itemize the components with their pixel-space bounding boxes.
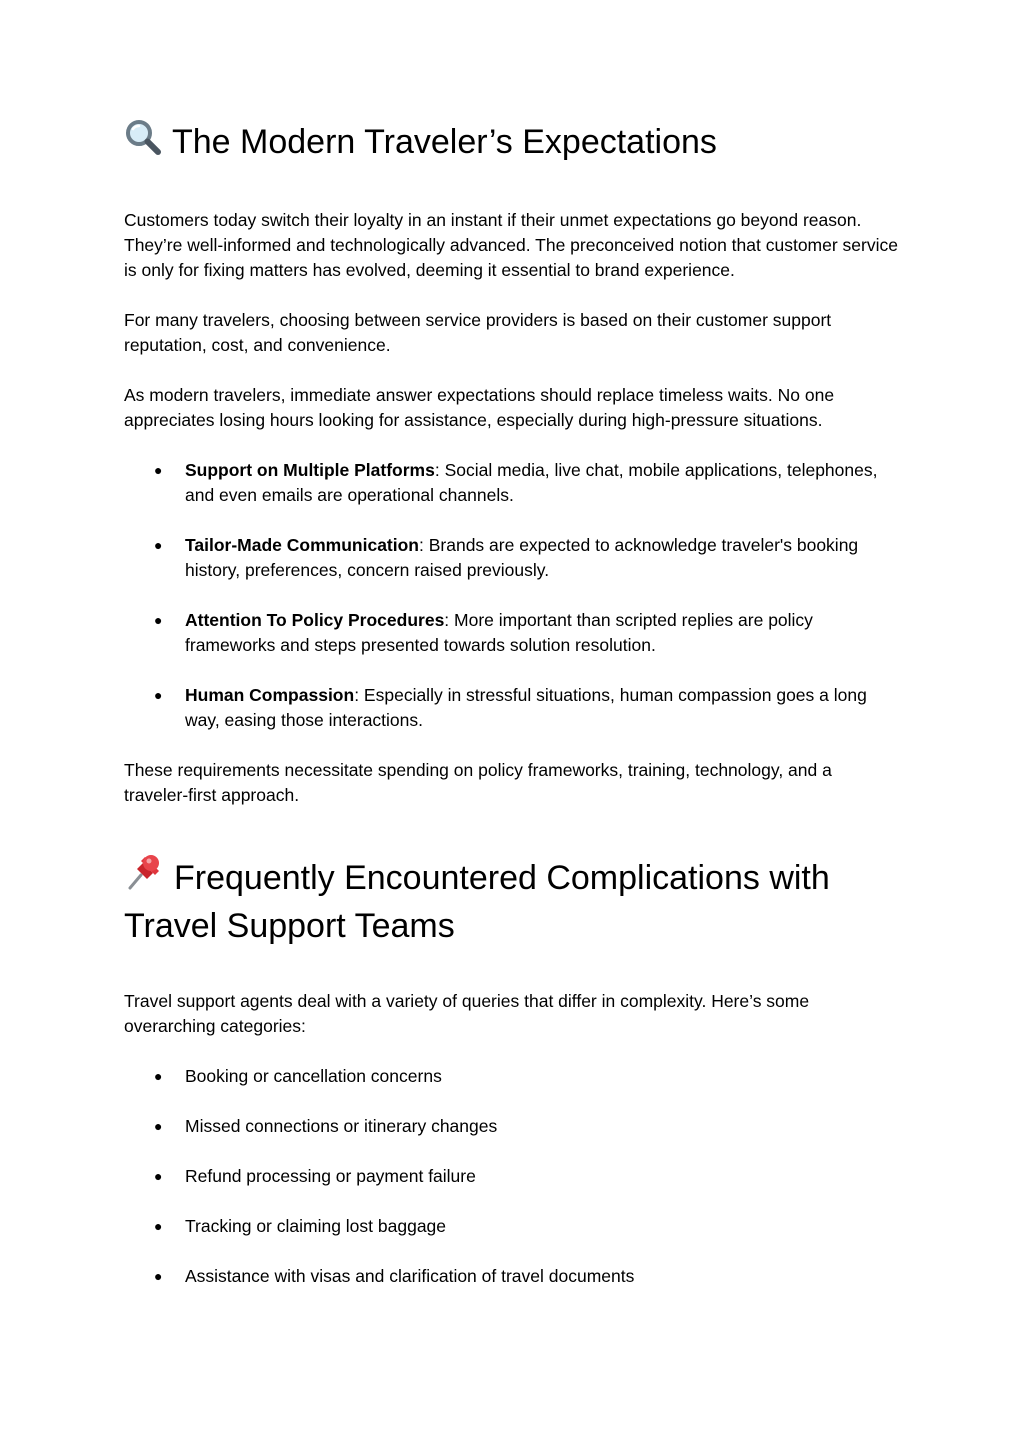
paragraph: As modern travelers, immediate answer expectations should replace timeless waits. No one appreciates losing hours looking for assistance, especially during high-pressure situations.: [124, 385, 835, 430]
list-item-term: Support on Multiple Platforms: [185, 460, 435, 480]
list-item-text: Missed connections or itinerary changes: [185, 1116, 498, 1136]
pushpin-icon: [124, 852, 164, 904]
list-item: [124, 608, 900, 658]
complications-list: [124, 1064, 900, 1289]
list-item-term: Attention To Policy Procedures: [185, 610, 445, 630]
list-item: [124, 1114, 900, 1139]
list-item: [124, 1264, 900, 1289]
section-title: Frequently Encountered Complications with Travel Support Teams: [124, 859, 830, 945]
bullet-icon: ●: [154, 1168, 163, 1184]
bullet-icon: ●: [154, 687, 163, 703]
paragraph: Travel support agents deal with a variety of queries that differ in complexity. Here’s some overarching categories:: [124, 991, 810, 1036]
bullet-icon: ●: [154, 1118, 163, 1134]
list-item-term: Human Compassion: [185, 685, 355, 705]
list-item: [124, 1214, 900, 1239]
bullet-icon: ●: [154, 1068, 163, 1084]
list-item-text: : Social media, live chat, mobile applications, telephones, and even emails are operational channels.: [185, 460, 878, 505]
bullet-icon: ●: [154, 462, 163, 478]
list-item-term: Tailor-Made Communication: [185, 535, 419, 555]
list-item: [124, 533, 900, 583]
expectations-list: [124, 458, 900, 733]
list-item: [124, 683, 900, 733]
list-item: [124, 1164, 900, 1189]
list-item-text: : Especially in stressful situations, human compassion goes a long way, easing those interactions.: [185, 685, 867, 730]
document-page: [124, 118, 900, 1314]
list-item-text: : More important than scripted replies are policy frameworks and steps presented towards solution resolution.: [185, 610, 813, 655]
list-item: [124, 458, 900, 508]
paragraph: Customers today switch their loyalty in an instant if their unmet expectations go beyond reason. They’re well-informed and technologically advanced. The preconceived notion that customer service is only for fixing matters has evolved, deeming it essential to brand experience.: [124, 210, 898, 280]
list-item: [124, 1064, 900, 1089]
list-item-text: Tracking or claiming lost baggage: [185, 1216, 447, 1236]
bullet-icon: ●: [154, 537, 163, 553]
list-item-text: Assistance with visas and clarification of travel documents: [185, 1266, 635, 1286]
section-heading-complications: [124, 852, 900, 949]
closing-paragraph: These requirements necessitate spending on policy frameworks, training, technology, and a traveler-first approach.: [124, 760, 832, 805]
list-item-text: : Brands are expected to acknowledge traveler's booking history, preferences, concern raised previously.: [185, 535, 859, 580]
bullet-icon: ●: [154, 612, 163, 628]
list-item-text: Refund processing or payment failure: [185, 1166, 476, 1186]
bullet-icon: ●: [154, 1218, 163, 1234]
section-title: The Modern Traveler’s Expectations: [172, 123, 717, 161]
section-heading-expectations: [124, 118, 900, 168]
magnifying-glass-icon: [124, 118, 162, 168]
paragraph: For many travelers, choosing between service providers is based on their customer support reputation, cost, and convenience.: [124, 310, 832, 355]
bullet-icon: ●: [154, 1268, 163, 1284]
list-item-text: Booking or cancellation concerns: [185, 1066, 442, 1086]
